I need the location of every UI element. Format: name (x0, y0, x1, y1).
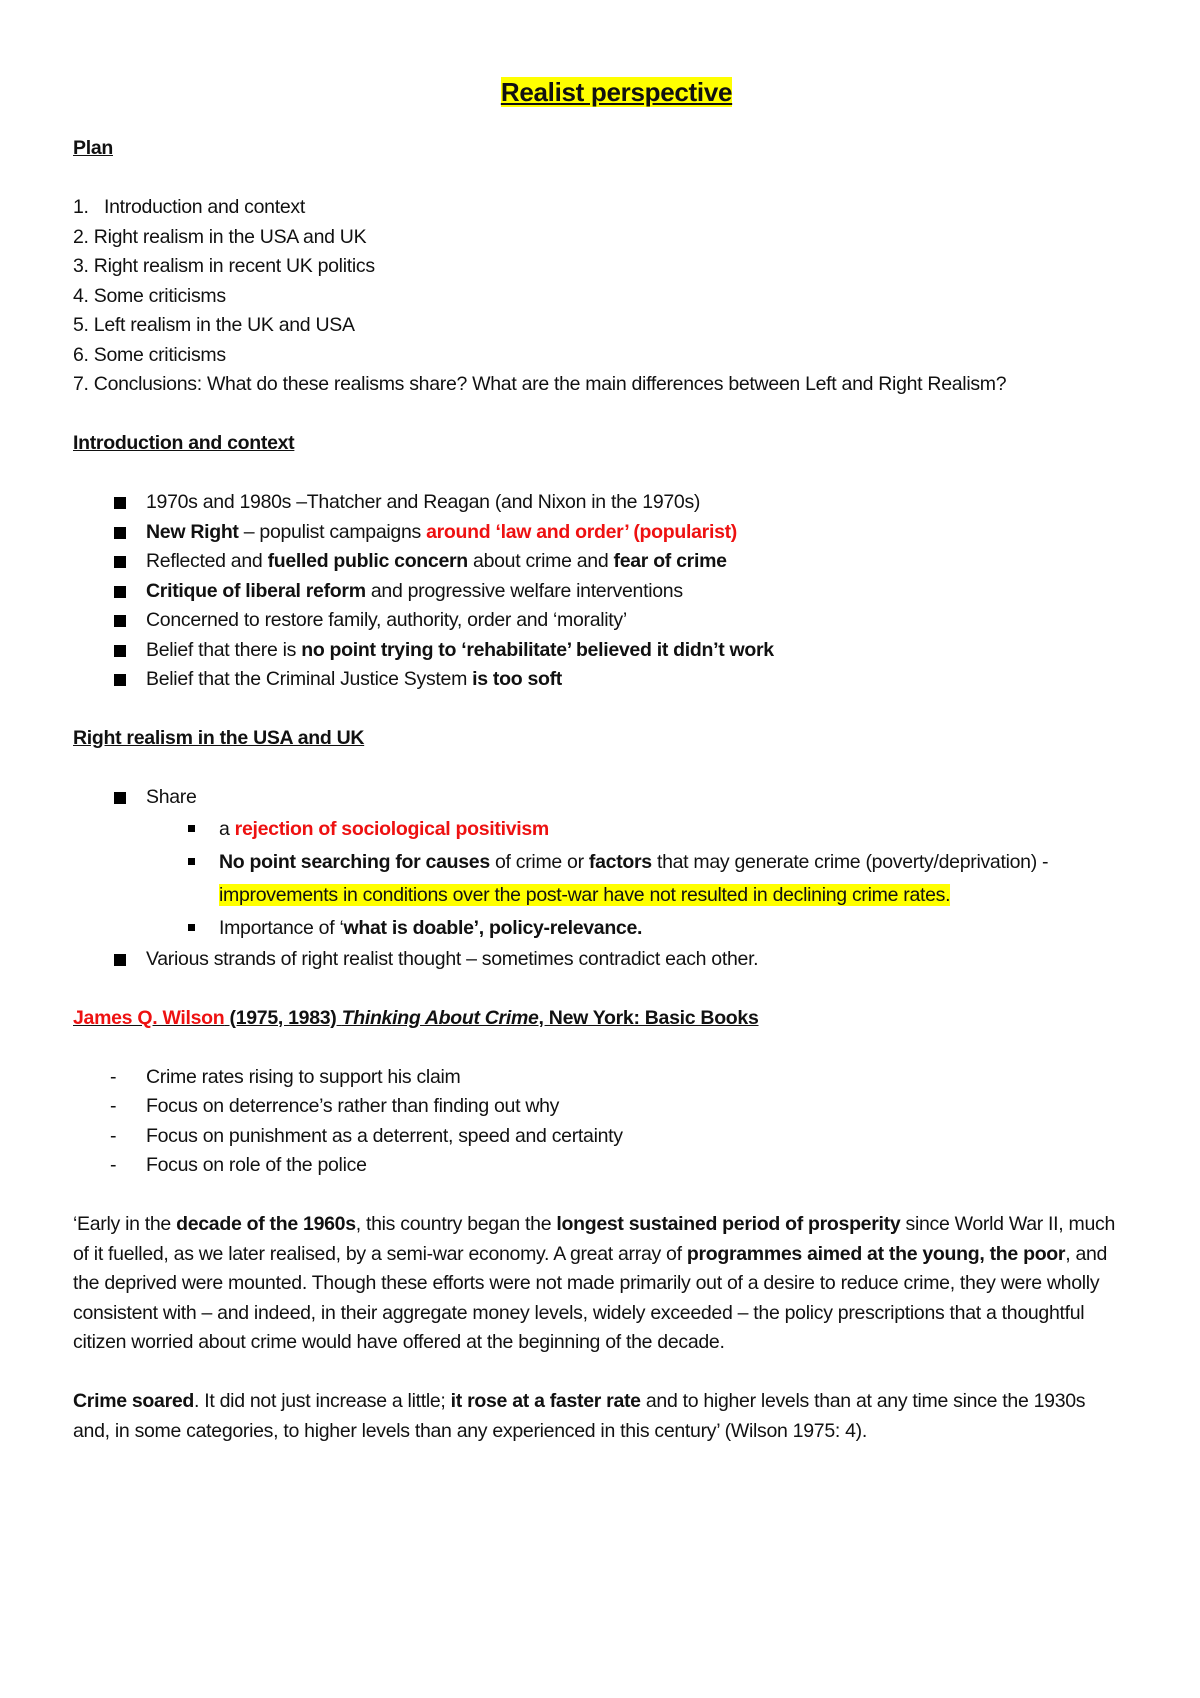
bullet-text: of crime or (489, 850, 589, 873)
bullet-text: that may generate crime (poverty/deprivation) - (651, 850, 1049, 873)
plan-item: 5. Left realism in the UK and USA (73, 314, 355, 336)
bold-text: No point searching for causes (219, 850, 490, 873)
list-item: - Focus on deterrence’s rather than finding out why (73, 1092, 1120, 1122)
bullet-text: Belief that there is (146, 638, 302, 661)
bullet-text: a (219, 817, 235, 840)
share-sublist (73, 813, 1120, 945)
author-name: James Q. Wilson (73, 1006, 225, 1029)
bullet-text: Belief that the Criminal Justice System (146, 668, 473, 690)
bold-text: is too soft (472, 668, 562, 690)
bullet-text: and progressive welfare interventions (365, 579, 683, 602)
quote-paragraph-1 (73, 1210, 1120, 1358)
list-item (73, 636, 1120, 666)
highlighted-text: improvements in conditions over the post-war have not resulted in declining crime rates. (219, 883, 951, 906)
quote-text: and to higher levels than at any time since the 1930s and, in some categories, to higher levels than any experienced in this century’ (Wilson 1975: 4). (73, 1390, 1086, 1442)
quote-text: . It did not just increase a little; (194, 1390, 451, 1412)
quote-paragraph-2 (73, 1387, 1120, 1446)
bullet-text: 1970s and 1980s –Thatcher and Reagan (and Nixon in the 1970s) (146, 491, 701, 513)
wilson-reference (73, 1004, 1120, 1034)
bullet-text: Share (146, 786, 197, 808)
list-item (73, 547, 1120, 577)
book-title: Thinking About Crime (341, 1006, 539, 1029)
sublist-item (73, 813, 1120, 846)
bold-text: factors (588, 850, 652, 873)
plan-heading: Plan (73, 137, 113, 159)
ref-years: (1975, 1983) (224, 1006, 342, 1029)
plan-item: 3. Right realism in recent UK politics (73, 255, 375, 277)
quote-text: since World War II, much of it fuelled, as we later realised, by a semi-war economy. A great array of (73, 1213, 1116, 1265)
quote-text: , and the deprived were mounted. Though these efforts were not made primarily out of a desire to reduce crime, they were wholly consistent with – and indeed, in their aggregate money levels, widely exceeded – the policy prescriptions that a thoughtful citizen worried about crime would have offered at the beginning of the decade. (73, 1242, 1108, 1353)
right-realism-list (73, 783, 1120, 813)
right-realism-list-cont (73, 945, 1120, 975)
quote-text: ‘Early in the (73, 1213, 177, 1235)
bold-text: it rose at a faster rate (450, 1390, 641, 1412)
bold-text: fuelled public concern (267, 550, 468, 572)
intro-heading: Introduction and context (73, 432, 295, 454)
bold-text: what is doable’, policy-relevance. (343, 916, 643, 939)
plan-item: 6. Some criticisms (73, 343, 226, 366)
bold-text: New Right (146, 520, 239, 543)
list-item (73, 606, 1120, 636)
plan-item: 1. Introduction and context (73, 196, 305, 218)
bold-text: Crime soared (73, 1390, 195, 1412)
plan-item: 2. Right realism in the USA and UK (73, 225, 367, 248)
bullet-text: – populist campaigns (238, 520, 427, 543)
right-realism-heading: Right realism in the USA and UK (73, 727, 365, 749)
sublist-item (73, 912, 1120, 945)
list-item: - Focus on role of the police (73, 1151, 1120, 1181)
list-item (73, 518, 1120, 548)
plan-item: 7. Conclusions: What do these realisms share? What are the main differences between Left and Right Realism? (73, 373, 1007, 395)
list-item (73, 945, 1120, 975)
intro-bullet-list (73, 488, 1120, 695)
bold-text: fear of crime (613, 550, 727, 572)
bullet-text: about crime and (467, 550, 614, 572)
list-item: - Focus on punishment as a deterrent, speed and certainty (73, 1122, 1120, 1152)
bold-text: longest sustained period of prosperity (556, 1213, 901, 1235)
page-title (113, 72, 1120, 112)
list-item (73, 783, 1120, 813)
bold-text: Critique of liberal reform (146, 579, 366, 602)
bold-text: programmes aimed at the young, the poor (686, 1242, 1066, 1265)
bullet-text: Concerned to restore family, authority, order and ‘morality’ (146, 609, 627, 631)
quote-text: , this country began the (355, 1213, 557, 1235)
list-item: - Crime rates rising to support his claim (73, 1063, 1120, 1093)
wilson-points-list (73, 1063, 1120, 1181)
red-bold-text: rejection of sociological positivism (234, 817, 549, 840)
list-item (73, 577, 1120, 607)
list-item (73, 488, 1120, 518)
bullet-text: Reflected and (146, 550, 268, 572)
sublist-item (73, 846, 1120, 912)
bullet-text: Various strands of right realist thought – sometimes contradict each other. (146, 947, 759, 970)
bold-text: decade of the 1960s (176, 1213, 356, 1235)
bullet-text: Importance of ‘ (219, 916, 344, 939)
red-bold-text: around ‘law and order’ (popularist) (426, 520, 737, 543)
plan-item: 4. Some criticisms (73, 284, 226, 307)
list-item (73, 665, 1120, 695)
ref-publisher: , New York: Basic Books (538, 1006, 759, 1029)
title-text: Realist perspective (500, 77, 733, 107)
bold-text: no point trying to ‘rehabilitate’ believed it didn’t work (301, 638, 774, 661)
